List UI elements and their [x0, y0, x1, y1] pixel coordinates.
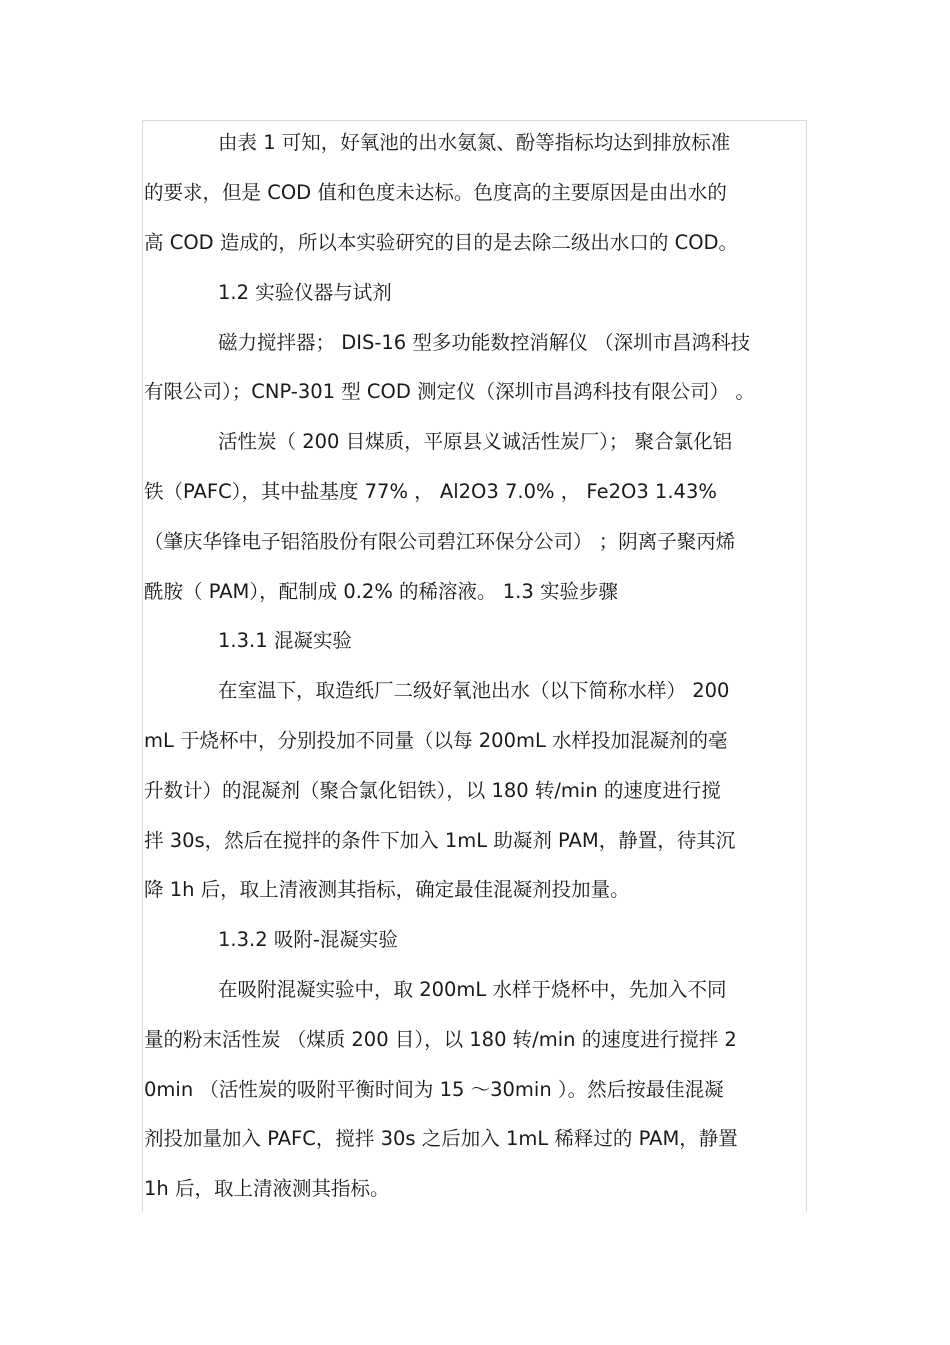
text-line: mL 于烧杯中，分别投加不同量（以每 200mL 水样投加混凝剂的毫	[144, 729, 728, 752]
text-line: 活性炭（ 200 目煤质，平原县义诚活性炭厂）； 聚合氯化铝	[218, 430, 733, 453]
text-line: （肇庆华锋电子铝箔股份有限公司碧江环保分公司） ；阴离子聚丙烯	[144, 530, 736, 553]
text-line: 拌 30s，然后在搅拌的条件下加入 1mL 助凝剂 PAM，静置，待其沉	[144, 829, 736, 852]
text-line: 铁（PAFC），其中盐基度 77% ， Al2O3 7.0% ， Fe2O3 1.43%	[144, 480, 717, 503]
text-line: 的要求，但是 COD 值和色度未达标。色度高的主要原因是由出水的	[144, 181, 727, 204]
text-line: 高 COD 造成的，所以本实验研究的目的是去除二级出水口的 COD。	[144, 231, 739, 254]
text-line: 由表 1 可知，好氧池的出水氨氮、酚等指标均达到排放标准	[218, 131, 731, 154]
text-line: 1h 后，取上清液测其指标。	[144, 1177, 390, 1200]
text-line: 酰胺（ PAM），配制成 0.2% 的稀溶液。 1.3 实验步骤	[144, 580, 618, 603]
text-line: 升数计）的混凝剂（聚合氯化铝铁），以 180 转/min 的速度进行搅	[144, 779, 721, 802]
text-line: 0min （活性炭的吸附平衡时间为 15 ～30min ）。然后按最佳混凝	[144, 1078, 724, 1101]
section-heading-1-2: 1.2 实验仪器与试剂	[218, 281, 392, 304]
text-line: 量的粉末活性炭 （煤质 200 目），以 180 转/min 的速度进行搅拌 2	[144, 1028, 737, 1051]
text-line: 在吸附混凝实验中，取 200mL 水样于烧杯中，先加入不同	[218, 978, 727, 1001]
text-line: 有限公司）；CNP-301 型 COD 测定仪（深圳市昌鸿科技有限公司） 。	[144, 380, 755, 403]
text-line: 在室温下，取造纸厂二级好氧池出水（以下简称水样） 200	[218, 679, 730, 702]
text-line: 降 1h 后，取上清液测其指标，确定最佳混凝剂投加量。	[144, 878, 630, 901]
text-line: 剂投加量加入 PAFC，搅拌 30s 之后加入 1mL 稀释过的 PAM，静置	[144, 1127, 738, 1150]
section-heading-1-3-2: 1.3.2 吸附-混凝实验	[218, 928, 398, 951]
section-heading-1-3-1: 1.3.1 混凝实验	[218, 629, 352, 652]
text-line: 磁力搅拌器； DIS-16 型多功能数控消解仪 （深圳市昌鸿科技	[218, 331, 751, 354]
